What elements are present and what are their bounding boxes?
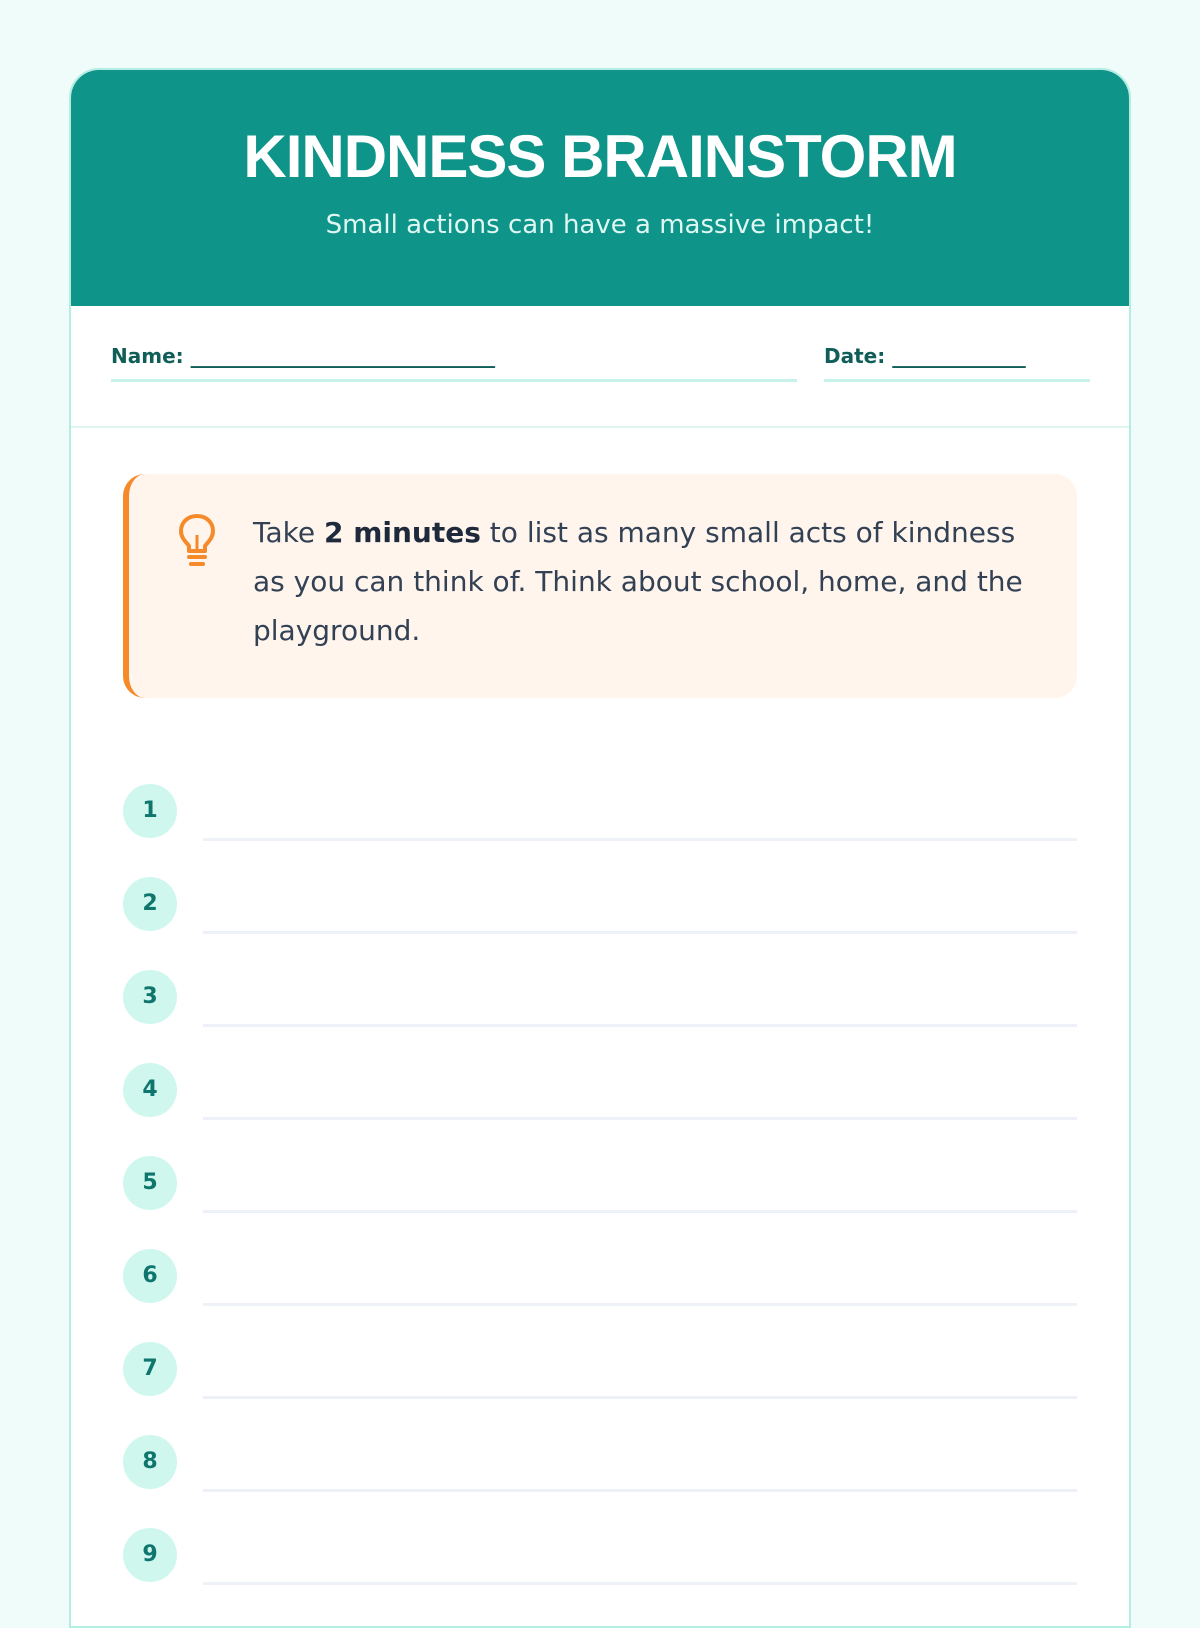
item-number-badge: 7 (123, 1342, 177, 1396)
name-blank: ________________________________ (190, 344, 495, 368)
answer-line[interactable] (203, 1396, 1077, 1399)
answer-line[interactable] (203, 1117, 1077, 1120)
item-number-badge: 5 (123, 1156, 177, 1210)
item-number-badge: 9 (123, 1528, 177, 1582)
answer-line[interactable] (203, 1303, 1077, 1306)
answer-line[interactable] (203, 838, 1077, 841)
list-item (123, 1435, 1077, 1528)
item-number-badge: 4 (123, 1063, 177, 1117)
item-number-badge: 8 (123, 1435, 177, 1489)
instructions-text-start: Take (253, 516, 324, 549)
list-item (123, 1528, 1077, 1621)
lightbulb-icon (177, 512, 217, 568)
answer-line[interactable] (203, 1582, 1077, 1585)
header (71, 70, 1129, 306)
worksheet (69, 68, 1131, 1628)
list-item (123, 970, 1077, 1063)
answer-line[interactable] (203, 1489, 1077, 1492)
date-label: Date: (824, 344, 886, 368)
item-number-badge: 6 (123, 1249, 177, 1303)
page-title: KINDNESS BRAINSTORM (243, 123, 957, 190)
answer-line[interactable] (203, 1210, 1077, 1213)
instructions-time: 2 minutes (323, 516, 481, 549)
item-number-badge: 2 (123, 877, 177, 931)
list-item (123, 877, 1077, 970)
instructions-box (123, 474, 1077, 698)
list-item (123, 1063, 1077, 1156)
list-item (123, 1342, 1077, 1435)
instructions-text-end: to list as many small acts of kindness as you can think of. Think about school, home, and the playground. (253, 516, 1023, 647)
date-field[interactable] (824, 344, 1090, 382)
item-number-badge: 3 (123, 970, 177, 1024)
instructions-text (253, 508, 1043, 655)
page-subtitle: Small actions can have a massive impact! (325, 210, 875, 240)
list-item (123, 1156, 1077, 1249)
name-field[interactable] (111, 344, 797, 382)
list-item (123, 784, 1077, 877)
name-label: Name: (111, 344, 184, 368)
student-info-row (71, 306, 1129, 428)
date-blank: ______________ (892, 344, 1026, 368)
answer-line[interactable] (203, 1024, 1077, 1027)
item-number-badge: 1 (123, 784, 177, 838)
answer-line[interactable] (203, 931, 1077, 934)
list-item (123, 1249, 1077, 1342)
